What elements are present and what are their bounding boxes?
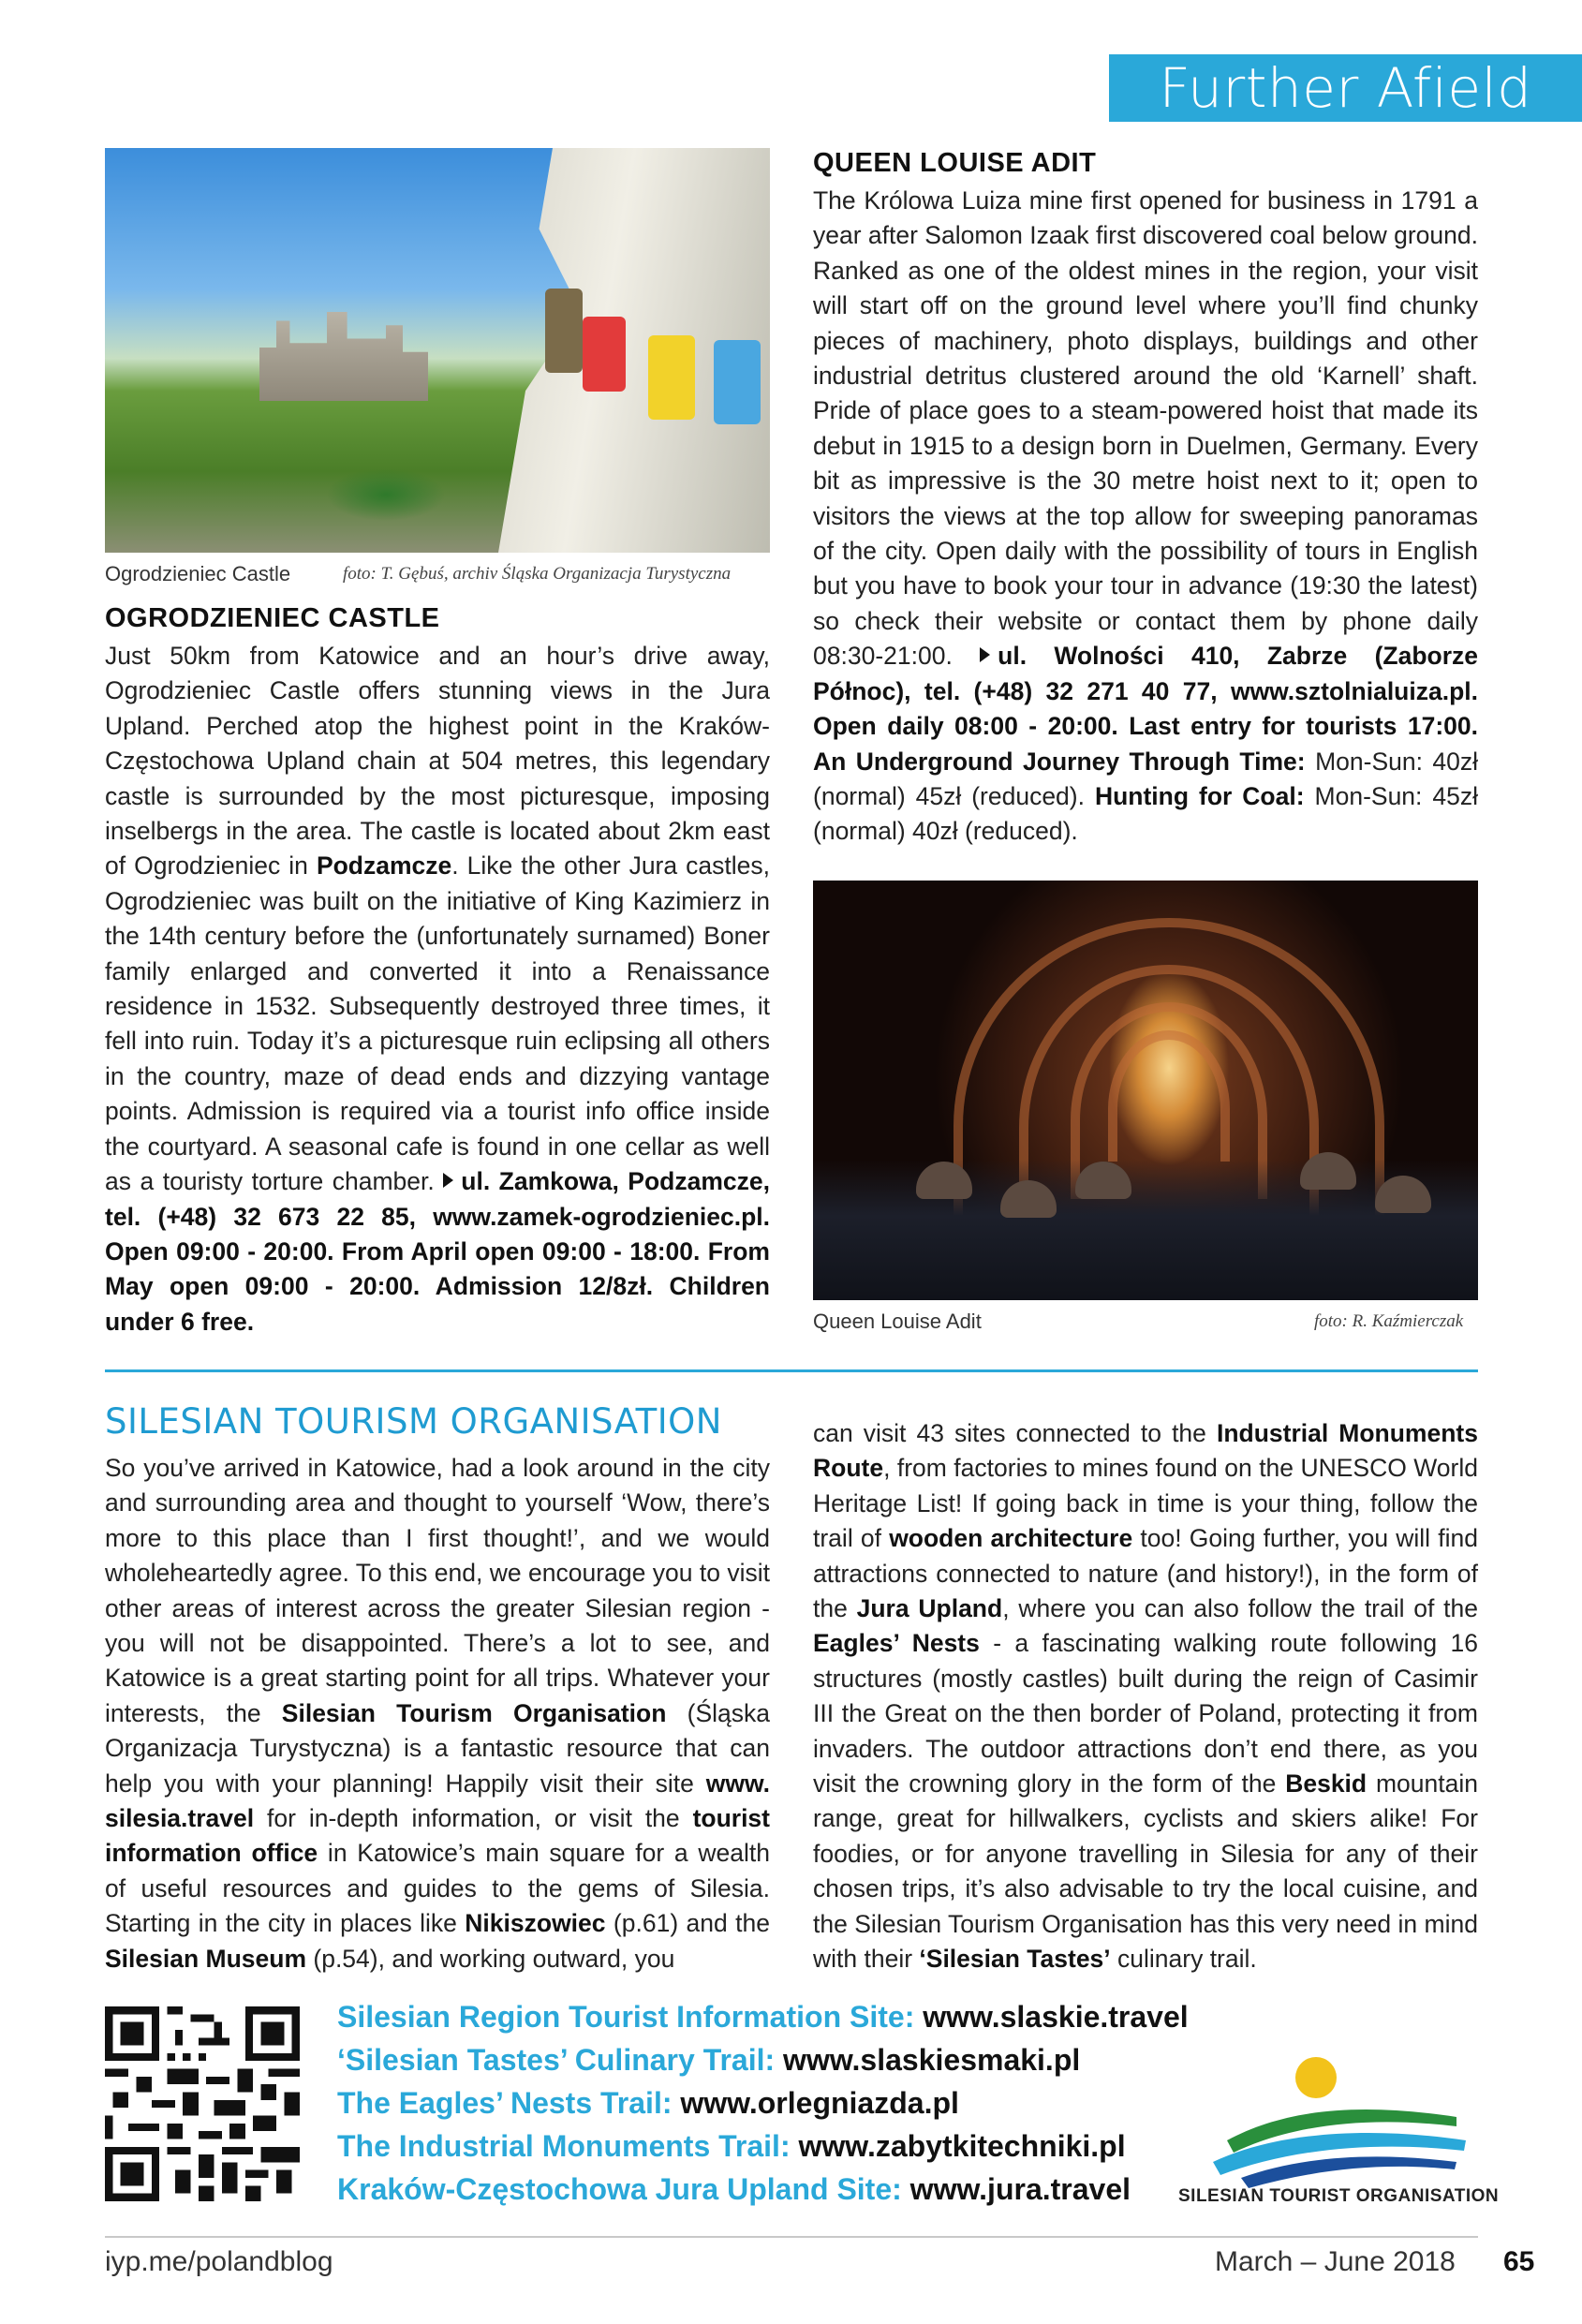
castle-photo bbox=[105, 148, 770, 553]
logo-text: SILESIAN TOURIST ORGANISATION bbox=[1178, 2186, 1500, 2206]
ogrodzieniec-body: Just 50km from Katowice and an hour’s drive away, Ogrodzieniec Castle offers stunning views in the Jura Upland. Perched atop the highest point in the Kraków-Częstochowa Upland chain at 504 metres, this legendary castle is surrounded by the most picturesque, imposing inselbergs in the area. The castle is located about 2km east of Ogrodzieniec in Podzamcze. Like the other Jura castles, Ogrodzieniec was built on the initiative of King Kazimierz in the 14th century before the (unfortunately surnamed) Boner family enlarged and converted it into a Renaissance residence in 1532. Subsequently destroyed three times, it fell into ruin. Today it’s a picturesque ruin eclipsing all others in the country, maze of dead ends and dizzying vantage points. Admission is required via a tourist info office inside the courtyard. A seasonal cafe is found in one cellar as well as a touristy torture chamber. ul. Zamkowa, Podzamcze, tel. (+48) 32 673 22 85, www.zamek-ogrodzieniec.pl. Open 09:00 - 20:00. From April open 09:00 - 18:00. From May open 09:00 - 20:00. Admission 12/8zł. Children under 6 free. bbox=[105, 642, 770, 1336]
footer-divider bbox=[105, 2236, 1478, 2238]
footer-url[interactable]: iyp.me/polandblog bbox=[105, 2246, 333, 2277]
silesian-title: SILESIAN TOURISM ORGANISATION bbox=[105, 1401, 722, 1442]
castle-photo-credit: foto: T. Gębuś, archiv Śląska Organizacja Turystyczna bbox=[343, 564, 732, 584]
footer-issue-date: March – June 2018 bbox=[1215, 2246, 1456, 2277]
links-list bbox=[337, 1995, 1189, 2211]
ogrodzieniec-heading: OGRODZIENIEC CASTLE bbox=[105, 603, 440, 633]
link-row[interactable]: Kraków-Częstochowa Jura Upland Site: www.jura.travel bbox=[337, 2172, 1131, 2206]
link-row[interactable]: The Industrial Monuments Trail: www.zabytkitechniki.pl bbox=[337, 2129, 1126, 2163]
queen-louise-body: The Królowa Luiza mine first opened for business in 1791 a year after Salomon Izaak first discovered coal below ground. Ranked as one of the oldest mines in the region, your visit will start off on the ground level where you’ll find chunky pieces of machinery, photo displays, buildings and other industrial detritus clustered around the old ‘Karnell’ shaft. Pride of place goes to a steam-powered hoist that made its debut in 1915 to a design born in Duelmen, Germany. Every bit as impressive is the 30 metre hoist next to it; open to visitors the views at the top allow for sweeping panoramas of the city. Open daily with the possibility of tours in English but you have to book your tour in advance (19:30 the latest) so check their website or contact them by phone daily 08:30-21:00. ul. Wolności 410, Zabrze (Zaborze Północ), tel. (+48) 32 271 40 77, www.sztolnialuiza.pl. Open daily 08:00 - 20:00. Last entry for tourists 17:00. An Underground Journey Through Time: Mon-Sun: 40zł (normal) 45zł (reduced). Hunting for Coal: Mon-Sun: 45zł (normal) 40zł (reduced). bbox=[813, 186, 1479, 846]
link-row[interactable]: The Eagles’ Nests Trail: www.orlegniazda.pl bbox=[337, 2086, 959, 2120]
mine-photo-caption: Queen Louise Adit bbox=[813, 1310, 982, 1333]
link-row[interactable]: ‘Silesian Tastes’ Culinary Trail: www.slaskiesmaki.pl bbox=[337, 2043, 1081, 2077]
link-row[interactable]: Silesian Region Tourist Information Site: www.slaskie.travel bbox=[337, 2000, 1189, 2034]
silesian-left-body: So you’ve arrived in Katowice, had a look around in the city and surrounding area and thought to yourself ‘Wow, there’s more to this place than I first thought!’, and we would wholeheartedly agree. To this end, we encourage you to visit other areas of interest across the greater Silesian region - you will not be disappointed. There’s a lot to see, and Katowice is a great starting point for all trips. Whatever your interests, the Silesian Tourism Organisation (Śląska Organizacja Turystyczna) is a fantastic resource that can help you with your planning! Happily visit their site www. silesia.travel for in-depth information, or visit the tourist information office in Katowice’s main square for a wealth of useful resources and guides to the gems of Silesia. Starting in the city in places like Nikiszowiec (p.61) and the Silesian Museum (p.54), and working outward, you bbox=[105, 1454, 771, 1973]
section-divider bbox=[105, 1369, 1478, 1372]
queen-louise-info: ul. Wolności 410, Zabrze (Zaborze Północ), tel. (+48) 32 271 40 77, www.sztolnialuiza.pl. Open daily 08:00 - 20:00. Last entry for tourists 17:00. An Underground Journey Through Time: bbox=[813, 642, 1479, 776]
castle-photo-caption: Ogrodzieniec Castle bbox=[105, 562, 291, 585]
mine-photo-credit: foto: R. Kaźmierczak bbox=[1314, 1311, 1464, 1331]
silesian-right-body: can visit 43 sites connected to the Industrial Monuments Route, from factories to mines found on the UNESCO World Heritage List! If going back in time is your thing, follow the trail of wooden architecture too! Going further, you will find attractions connected to nature (and history!), in the form of the Jura Upland, where you can also follow the trail of the Eagles’ Nests - a fascinating walking route following 16 structures (mostly castles) built during the reign of Casimir III the Great on the then border of Poland, protecting it from invaders. The outdoor attractions don’t end there, as you visit the crowning glory in the form of the Beskid mountain range, great for hillwalkers, cyclists and skiers alike! For foodies, or for anyone travelling in Silesia for any of their chosen trips, it’s also advisable to try the local cuisine, and the Silesian Tourism Organisation has this very need in mind with their ‘Silesian Tastes’ culinary trail. bbox=[813, 1419, 1479, 1974]
qr-code[interactable] bbox=[105, 2006, 300, 2201]
section-tab: Further Afield bbox=[1109, 54, 1582, 122]
page-number: 65 bbox=[1503, 2246, 1535, 2277]
pointer-arrow-icon bbox=[443, 1173, 453, 1188]
ogrodzieniec-info: ul. Zamkowa, Podzamcze, tel. (+48) 32 673 22 85, www.zamek-ogrodzieniec.pl. Open 09:00 - 20:00. From April open 09:00 - 18:00. From May open 09:00 - 20:00. Admission 12/8zł. Children under 6 free. bbox=[105, 1167, 770, 1336]
pointer-arrow-icon bbox=[980, 647, 990, 662]
mine-photo bbox=[813, 881, 1478, 1300]
queen-louise-heading: QUEEN LOUISE ADIT bbox=[813, 148, 1097, 178]
